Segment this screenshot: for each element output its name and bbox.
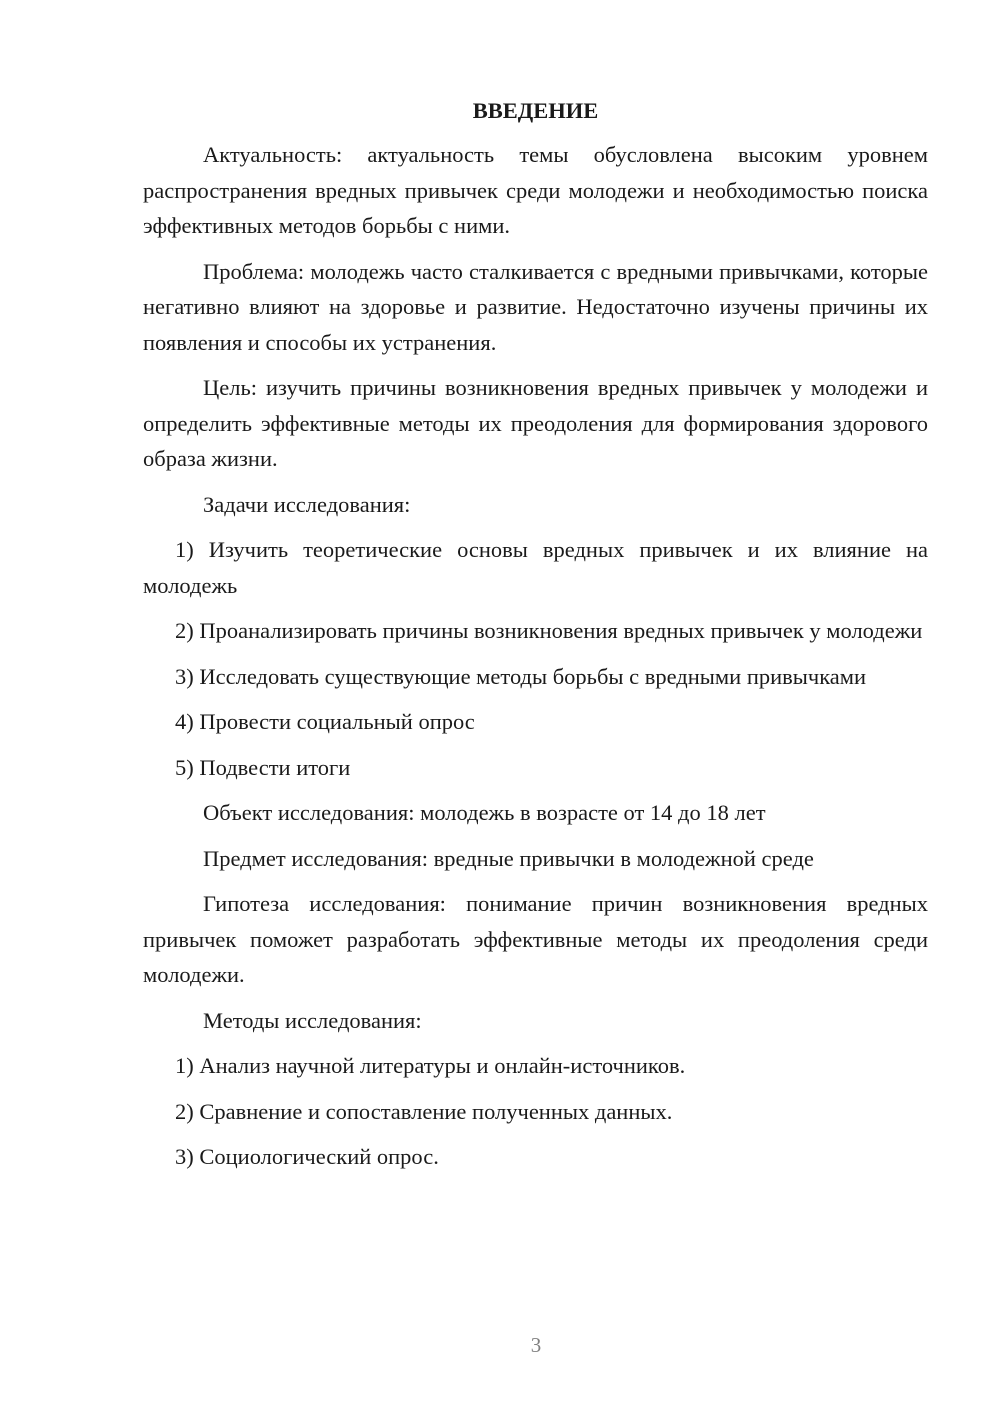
goal-paragraph: Цель: изучить причины возникновения вредных привычек у молодежи и определить эффективные методы их преодоления для формирования здорового образа жизни. bbox=[143, 375, 928, 471]
object-paragraph: Объект исследования: молодежь в возрасте от 14 до 18 лет bbox=[203, 800, 766, 825]
page-number: 3 bbox=[530, 1333, 542, 1357]
method-item: 3) Социологический опрос. bbox=[175, 1144, 439, 1169]
hypothesis-paragraph: Гипотеза исследования: понимание причин возникновения вредных привычек поможет разработать эффективные методы их преодоления среди молодежи. bbox=[143, 891, 928, 987]
page-heading: ВВЕДЕНИЕ bbox=[472, 98, 599, 123]
task-item: 3) Исследовать существующие методы борьбы с вредными привычками bbox=[175, 663, 867, 689]
task-item: 1) Изучить теоретические основы вредных привычек и их влияние на молодежь bbox=[143, 537, 928, 598]
task-item: 5) Подвести итоги bbox=[175, 754, 351, 780]
problem-paragraph: Проблема: молодежь часто сталкивается с вредными привычками, которые негативно влияют на здоровье и развитие. Недостаточно изучены причины их появления и способы их устранения. bbox=[143, 258, 928, 355]
task-item: 4) Провести социальный опрос bbox=[175, 709, 475, 734]
relevance-paragraph: Актуальность: актуальность темы обусловлена высоким уровнем распространения вредных привычек среди молодежи и необходимостью поиска эффективных методов борьбы с ними. bbox=[143, 142, 928, 238]
page-content bbox=[143, 95, 928, 1185]
method-item: 2) Сравнение и сопоставление полученных данных. bbox=[175, 1098, 673, 1124]
method-item: 1) Анализ научной литературы и онлайн-источников. bbox=[175, 1053, 686, 1078]
task-item: 2) Проанализировать причины возникновения вредных привычек у молодежи bbox=[175, 618, 923, 643]
subject-paragraph: Предмет исследования: вредные привычки в молодежной среде bbox=[203, 845, 814, 871]
tasks-title: Задачи исследования: bbox=[203, 491, 411, 517]
methods-title: Методы исследования: bbox=[203, 1007, 422, 1033]
